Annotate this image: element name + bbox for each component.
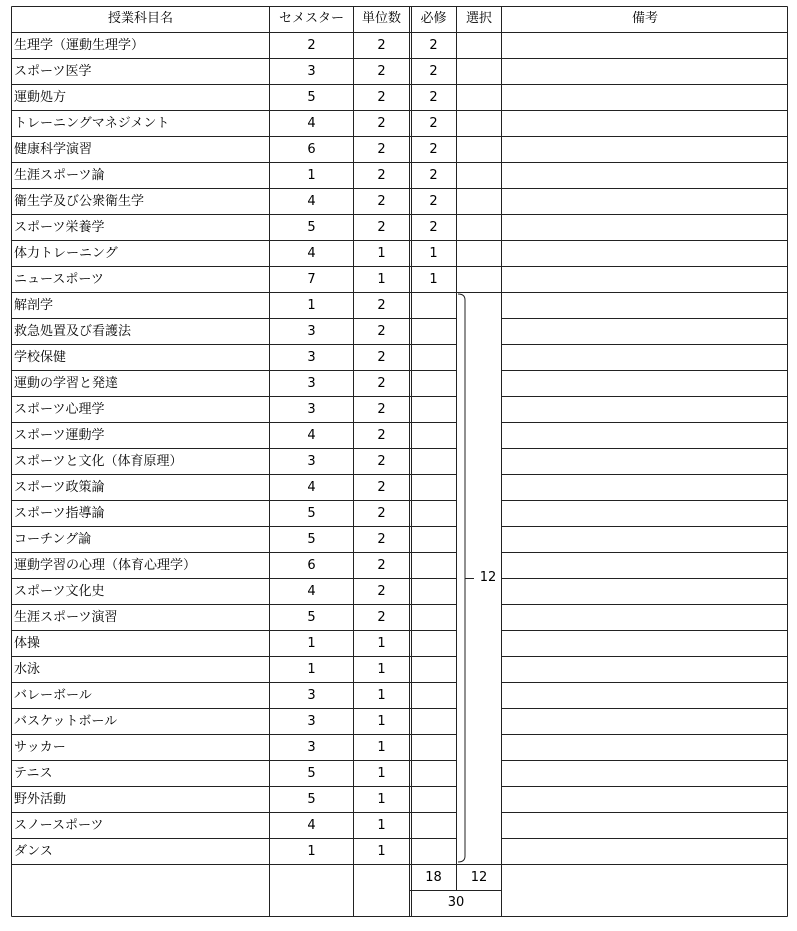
- row-semester: 6: [307, 558, 316, 573]
- row-credits: 2: [377, 64, 386, 79]
- row-credits: 2: [377, 324, 386, 339]
- row-semester: 3: [307, 688, 316, 703]
- row-required: 2: [429, 168, 438, 183]
- row-semester: 4: [307, 584, 316, 599]
- row-credits: 2: [377, 610, 386, 625]
- row-required: 1: [429, 246, 438, 261]
- row-semester: 2: [307, 38, 316, 53]
- row-credits: 2: [377, 194, 386, 209]
- row-subject-name: バレーボール: [14, 688, 92, 703]
- row-required: 2: [429, 116, 438, 131]
- row-subject-name: バスケットボール: [14, 714, 118, 729]
- row-subject-name: スポーツ心理学: [14, 402, 105, 417]
- row-credits: 2: [377, 38, 386, 53]
- row-subject-name: サッカー: [14, 740, 66, 755]
- row-subject-name: コーチング論: [14, 532, 92, 547]
- row-required: 2: [429, 90, 438, 105]
- row-semester: 4: [307, 480, 316, 495]
- row-semester: 1: [307, 844, 316, 859]
- row-credits: 2: [377, 168, 386, 183]
- row-subject-name: トレーニングマネジメント: [14, 116, 170, 131]
- header-required: 必修: [420, 11, 447, 26]
- row-subject-name: 救急処置及び看護法: [14, 324, 132, 339]
- row-semester: 4: [307, 428, 316, 443]
- elective-bracket-total: 12: [479, 570, 497, 585]
- header-subject: 授業科目名: [107, 11, 173, 26]
- row-semester: 1: [307, 636, 316, 651]
- row-semester: 1: [307, 662, 316, 677]
- row-semester: 5: [307, 610, 316, 625]
- row-credits: 1: [377, 766, 386, 781]
- row-semester: 5: [307, 532, 316, 547]
- row-semester: 1: [307, 298, 316, 313]
- row-subject-name: テニス: [14, 766, 53, 781]
- row-subject-name: スノースポーツ: [14, 818, 104, 833]
- elective-bracket: [458, 294, 465, 862]
- row-credits: 1: [377, 714, 386, 729]
- row-subject-name: 生涯スポーツ演習: [14, 610, 118, 625]
- row-required: 2: [429, 38, 438, 53]
- row-credits: 1: [377, 740, 386, 755]
- row-required: 2: [429, 194, 438, 209]
- row-semester: 3: [307, 350, 316, 365]
- row-semester: 4: [307, 194, 316, 209]
- row-required: 2: [429, 142, 438, 157]
- row-required: 2: [429, 220, 438, 235]
- row-credits: 2: [377, 506, 386, 521]
- row-credits: 2: [377, 454, 386, 469]
- row-credits: 1: [377, 636, 386, 651]
- row-credits: 2: [377, 116, 386, 131]
- row-semester: 4: [307, 246, 316, 261]
- row-subject-name: 体操: [14, 636, 41, 651]
- row-subject-name: 体力トレーニング: [14, 246, 118, 261]
- row-subject-name: 水泳: [14, 662, 41, 677]
- row-subject-name: 野外活動: [14, 792, 67, 807]
- row-semester: 5: [307, 766, 316, 781]
- total-elective: 12: [470, 870, 488, 885]
- row-subject-name: スポーツ医学: [14, 64, 92, 79]
- row-subject-name: 解剖学: [14, 298, 54, 313]
- row-semester: 6: [307, 142, 316, 157]
- row-semester: 3: [307, 376, 316, 391]
- row-credits: 1: [377, 272, 386, 287]
- row-subject-name: スポーツ栄養学: [14, 220, 105, 235]
- row-semester: 5: [307, 506, 316, 521]
- total-grand: 30: [447, 895, 465, 910]
- row-subject-name: 健康科学演習: [14, 142, 93, 157]
- row-subject-name: 生理学（運動生理学）: [14, 38, 145, 53]
- row-subject-name: 生涯スポーツ論: [14, 168, 105, 183]
- row-credits: 2: [377, 558, 386, 573]
- row-credits: 1: [377, 844, 386, 859]
- row-credits: 1: [377, 688, 386, 703]
- row-credits: 2: [377, 220, 386, 235]
- row-semester: 3: [307, 454, 316, 469]
- row-subject-name: スポーツ文化史: [14, 584, 105, 599]
- row-credits: 2: [377, 90, 386, 105]
- row-subject-name: スポーツ政策論: [14, 480, 105, 495]
- row-subject-name: スポーツと文化（体育原理）: [14, 454, 183, 469]
- row-subject-name: ダンス: [14, 844, 53, 859]
- row-subject-name: スポーツ運動学: [14, 428, 105, 443]
- row-credits: 1: [377, 792, 386, 807]
- row-credits: 2: [377, 350, 386, 365]
- row-semester: 5: [307, 220, 316, 235]
- header-elective: 選択: [465, 11, 492, 26]
- row-semester: 3: [307, 64, 316, 79]
- row-credits: 2: [377, 584, 386, 599]
- row-required: 1: [429, 272, 438, 287]
- row-subject-name: 学校保健: [14, 350, 67, 365]
- row-subject-name: ニュースポーツ: [14, 272, 104, 287]
- row-semester: 3: [307, 740, 316, 755]
- row-credits: 1: [377, 246, 386, 261]
- row-credits: 2: [377, 402, 386, 417]
- row-semester: 1: [307, 168, 316, 183]
- row-subject-name: スポーツ指導論: [14, 506, 105, 521]
- header-semester: セメスター: [278, 11, 344, 26]
- row-credits: 2: [377, 142, 386, 157]
- row-semester: 3: [307, 402, 316, 417]
- row-credits: 1: [377, 818, 386, 833]
- row-subject-name: 運動の学習と発達: [14, 376, 119, 391]
- row-credits: 2: [377, 532, 386, 547]
- row-semester: 5: [307, 90, 316, 105]
- row-required: 2: [429, 64, 438, 79]
- row-semester: 4: [307, 818, 316, 833]
- row-semester: 3: [307, 714, 316, 729]
- row-subject-name: 運動処方: [14, 90, 67, 105]
- row-subject-name: 運動学習の心理（体育心理学）: [14, 558, 197, 573]
- row-credits: 2: [377, 298, 386, 313]
- row-credits: 1: [377, 662, 386, 677]
- row-credits: 2: [377, 428, 386, 443]
- row-credits: 2: [377, 376, 386, 391]
- row-semester: 7: [307, 272, 316, 287]
- header-credits: 単位数: [361, 11, 401, 26]
- total-required: 18: [425, 870, 442, 885]
- row-subject-name: 衛生学及び公衆衛生学: [14, 194, 145, 209]
- row-semester: 3: [307, 324, 316, 339]
- row-semester: 5: [307, 792, 316, 807]
- header-remarks: 備考: [631, 11, 658, 26]
- row-credits: 2: [377, 480, 386, 495]
- row-semester: 4: [307, 116, 316, 131]
